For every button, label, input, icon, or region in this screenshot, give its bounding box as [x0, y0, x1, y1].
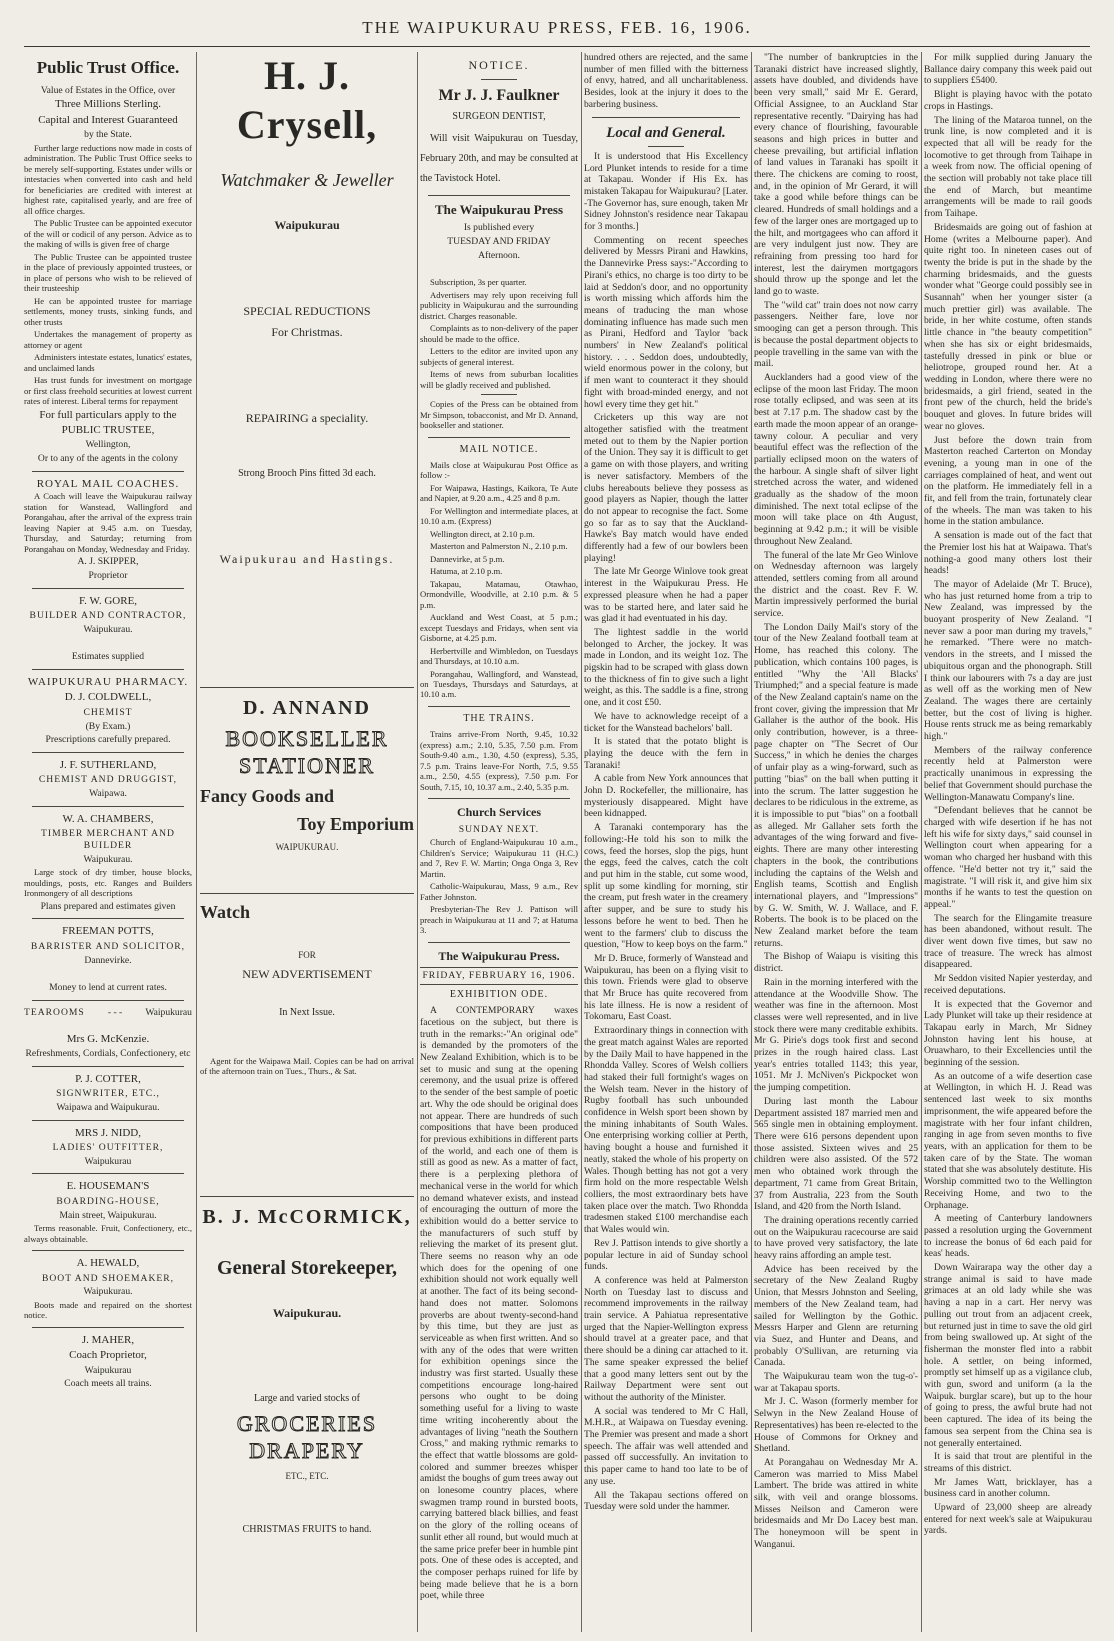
ad-line: F. W. GORE, [78, 594, 138, 607]
watch-ad [200, 902, 414, 1077]
column-rule [751, 52, 752, 1632]
news-item: "The number of bankruptcies in the Taranaki district have increased slightly, assets have doubled, and dividends have been very small," said Mr E. Gerard, Official Assignee, to an Auckland Star representative recently. "Dairying has had every chance of flourishing, favourable seasons and high prices in butter and cheese prevailing, but artificial inflation of land values in Taranaki has spoilt it there. The chickens are coming to roost, and, in the opinion of Mr Gerard, it will take a good while before things can be cleared. Hundreds of small holdings and a few of the larger ones are mortgaged up to the hilt, and mortgagees who can afford it are very indulgent just now. They are refraining from pressing too hard for interest, lest the dairymen mortgagors should throw up the sponge and let the land go to waste. [754, 52, 918, 298]
divider [481, 394, 517, 395]
masthead-rule [24, 46, 1090, 47]
ad-line: Money to lend at current rates. [49, 982, 167, 994]
ad-line: Capital and Interest Guaranteed [38, 113, 178, 126]
news-item: The lining of the Mataroa tunnel, on the trunk line, is now completed and it is expected that all will be ready for the locomotive to get through from Taihape in a week from now. The official opening of the section will probably not take place till the end of March, but meantime arrangements will be made to rail goods from Taihape. [924, 114, 1092, 220]
news-item: Blight is playing havoc with the potato crops in Hastings. [924, 89, 1092, 112]
divider [428, 195, 570, 196]
ad-line: Value of Estates in the Office, over [40, 84, 176, 96]
ad-line: STATIONER [238, 753, 375, 779]
ad-body: Terms reasonable. Fruit, Confectionery, etc., always obtainable. [24, 1223, 192, 1244]
annand-ad [200, 696, 414, 853]
divider [32, 588, 184, 589]
mail-item: Herbertville and Wimbledon, on Tuesdays and Thursdays, at 10.10 a.m. [420, 645, 578, 667]
mail-item: Hatuma, at 2.10 p.m. [430, 566, 503, 577]
masthead: THE WAIPUKURAU PRESS, FEB. 16, 1906. [362, 18, 752, 37]
news-item: Extraordinary things in connection with the great match against Wales are reported by the Daily Mail to have happened in the Rhondda Valley. Scores of Welsh colliers had staked their full fortnight's wages on the Welsh team. Never in the history of Rugby football has such unbounded confidence in Welsh sport been shown by the mining inhabitants of South Wales. One enterprising working collier at Perth, having bought a house and furnished it neatly, staked the whole of his property on Wales. Though betting has not got a very firm hold on the more respectable Welsh colliers, the most extraordinary bets have taken place over the match. Two Rhondda tradesmen staked £100 merchandise each that Wales would win. [584, 1025, 748, 1236]
ad-line: Wellington, [85, 439, 131, 451]
ad-body: Boots made and repaired on the shortest notice. [24, 1299, 192, 1321]
ad-line: Plans prepared and estimates given [40, 900, 176, 912]
press-body: Complaints as to non-delivery of the paper should be made to the office. [420, 323, 578, 344]
column-news-2 [754, 52, 918, 1632]
ad-title: Public Trust Office. [36, 58, 180, 77]
column-rule [417, 52, 418, 1632]
news-item: Advice has been received by the secretary of the New Zealand Rugby Union, that Messrs Johnston and Seeling, members of the New Zealand team, had sailed for Wellington by the Gothic. Messrs Harper and Glenn are returning via Suez, and Hunter and Deans, and probably O'Sullivan, are returning via Canada. [754, 1263, 918, 1369]
divider [428, 942, 570, 943]
ad-line: Main street, Waipukurau. [59, 1209, 157, 1221]
ad-line: For full particulars apply to the [39, 408, 177, 421]
ad-line: Waipukurau [274, 217, 340, 232]
ad-line: Prescriptions carefully prepared. [45, 734, 171, 746]
column-classifieds [24, 52, 192, 1632]
mail-item: Dannevirke, at 5 p.m. [430, 553, 505, 564]
maher-ad [24, 1334, 192, 1390]
news-item: A social was tendered to Mr C Hall, M.H.R., at Waipawa on Tuesday evening. The Premier was present and made a short speech. The affair was well attended and passed off successfully. An invitation to this paper came to hand too late to be of any use. [584, 1405, 748, 1487]
ad-title: WAIPUKURAU PHARMACY. [27, 676, 189, 689]
ad-line: Dannevirke. [84, 954, 132, 966]
ad-line: Waipawa and Waipukurau. [56, 1101, 160, 1113]
divider [200, 687, 414, 688]
ad-line: Refreshments, Cordials, Confectionery, etc [25, 1048, 191, 1060]
faulkner-name: Mr J. J. Faulkner [438, 86, 560, 104]
public-trust-ad [24, 58, 192, 465]
ad-line: Waipukurau [145, 1006, 192, 1018]
hewald-ad [24, 1257, 192, 1321]
news-item: Down Wairarapa way the other day a strange animal is said to have made grimaces at an old lady while she was having a nap in a cart. Her nervy was pulling out trout from an adjacent creek, but returned just in time to save the old girl from being swallowed up. At sight of the fisherman the monster fled into a rabbit hole. A settler, on being informed, promptly set himself up as a vigilance club, with gun, sword and uniform (a la the Waipuk. burglar scare), but up to the hour of going to press, the awful brute had not been captured. The idea of its being the famous sea serpent from the China sea is not generally entertained. [924, 1262, 1092, 1449]
column-notices [420, 52, 578, 1632]
news-item: Members of the railway conference recently held at Palmerston were practically unanimous in expressing the belief that Government should purchase the Wellington-Manawatu Company's line. [924, 744, 1092, 803]
church-title: Church Services [456, 805, 542, 820]
ad-line: SIGNWRITER, ETC., [56, 1088, 160, 1100]
ad-line: SPECIAL REDUCTIONS [243, 304, 371, 319]
news-item: Mr J. C. Wason (formerly member for Selwyn in the New Zealand House of Representatives) has been re-elected to the House of Commons for Orkney and Shetland. [754, 1396, 918, 1455]
news-item: Upward of 23,000 sheep are already entered for next week's sale at Waipukurau yards. [924, 1502, 1092, 1537]
mail-item: Masterton and Palmerston N., 2.10 p.m. [430, 541, 568, 552]
ad-line: CHEMIST AND DRUGGIST, [38, 774, 178, 786]
ad-line: Watchmaker & Jeweller [220, 169, 394, 190]
news-item: A meeting of Canterbury landowners passed a resolution urging the Government to increase the bonus of 6d each paid for keas' heads. [924, 1213, 1092, 1260]
news-item: It is said that trout are plentiful in the streams of this district. [924, 1451, 1092, 1474]
column-rule [581, 52, 582, 1632]
news-item: "Defendant believes that he cannot be charged with wife desertion if he has not left his wife for sixty days," said counsel in Wellington court when appearing for a woman who charged her husband with this offence. "He'd better not try it," said the magistrate. "I will risk it, and give him six months if he wants to test the question on appeal." [924, 805, 1092, 910]
ad-line: J. MAHER, [81, 1333, 135, 1346]
press-line: Afternoon. [478, 249, 520, 261]
mail-item: Takapau, Matamau, Otawhao, Ormondville, Woodville, at 2.10 p.m. & 5 p.m. [420, 578, 578, 610]
news-item: Just before the down train from Masterton reached Carterton on Monday evening, a young man in one of the carriages complained of heat, and went out on the platform. He immediately fell in a fit, and fell from the train, fortunately clear of the wheels. The man was taken to his home in the station ambulance. [924, 434, 1092, 528]
divider [420, 984, 578, 985]
press-body: Letters to the editor are invited upon any subjects of general interest. [420, 346, 578, 367]
cotter-ad [24, 1073, 192, 1114]
tearooms-ad [24, 1007, 192, 1060]
ad-line: Waipukurau. [83, 623, 133, 635]
ad-line: A. J. SKIPPER, [77, 556, 139, 568]
ad-body: A Coach will leave the Waipukurau railway station for Wanstead, Wallingford and Porangahau, after the arrival of the express train leaving Napier at 9.45 a.m. on Tuesday, Thursday, and Saturday; returning from Porangahau on Monday, Wednesday and Friday. [24, 491, 192, 554]
divider [32, 1120, 184, 1121]
press-line: Is published every [463, 222, 535, 234]
faulkner-role: SURGEON DENTIST, [452, 111, 546, 123]
chambers-ad [24, 813, 192, 913]
ad-line: Toy Emporium [297, 813, 414, 834]
church-item: Church of England-Waipukurau 10 a.m., Children's Service; Waipukurau 11 (H.C.) and 7, Rev F. W. Martin; Onga Onga 3, Rev Martin. [420, 837, 578, 879]
ad-line: W. A. CHAMBERS, [62, 812, 154, 825]
ad-line: Coach Proprietor, [69, 1349, 147, 1362]
ad-line: A. HEWALD, [76, 1257, 140, 1270]
news-item: Aucklanders had a good view of the eclipse of the moon last Friday. The moon rose totally eclipsed, and was seen at its best at 7.17 p.m. The shadow cast by the earth made the moon appear of an orange-tawny colour. A peculiar and very beautiful effect was the reflection of the partially eclipsed moon on the waters of the harbour. A single shaft of silver light stretched across the water, and widened gradually as the shadow of the moon diminished. The next total eclipse of the moon will take place on 4th August, beginning at 9.42 p.m.; it will be visible throughout New Zealand. [754, 371, 918, 547]
press-body: Advertisers may rely upon receiving full publicity in Waipukurau and the surrounding district. Charges reasonable. [420, 289, 578, 321]
ad-item: Has trust funds for investment on mortgage or first class freehold securities at lowest current rates of interest. Liberal terms for repayment [24, 375, 192, 407]
ad-line: Waipukurau [84, 1364, 132, 1376]
ad-title: B. J. McCORMICK, [202, 1206, 412, 1229]
divider [200, 893, 414, 894]
news-item: Mr D. Bruce, formerly of Wanstead and Waipukurau, has been on a flying visit to this town. Friends were glad to observe that Mr Bruce has quite recovered from his late illness. He is now a resident of Tokomaru, East Coast. [584, 952, 748, 1023]
news-item: A sensation is made out of the fact that the Premier lost his hat at Waipawa. That's nothing-a good many others lost their heads! [924, 530, 1092, 577]
divider [32, 669, 184, 670]
news-item: Mr James Watt, bricklayer, has a business card in another column. [924, 1476, 1092, 1500]
news-item: The lightest saddle in the world belonged to Archer, the jockey. It was made in London, and its weight 1oz. The pigskin had to be scraped with glass down to the thickness of fin to give such a light weight, as this. The saddle is a fine, strong one, and it cost £50. [584, 626, 748, 709]
ad-line: FOR [298, 949, 316, 960]
notice-title: NOTICE. [468, 58, 530, 72]
ad-line: BOARDING-HOUSE, [56, 1195, 160, 1207]
houseman-ad [24, 1180, 192, 1244]
ad-line: Fancy Goods and [200, 785, 335, 806]
column-news-3 [924, 52, 1092, 1632]
divider [32, 918, 184, 919]
ad-line: ETC., ETC. [285, 1470, 329, 1481]
ad-body: Large stock of dry timber, house blocks, mouldings, posts, etc. Ranges and Builders Ironmongery of all descriptions [24, 867, 192, 899]
news-item: A cable from New York announces that John D. Rockefeller, the millionaire, has mysteriously disappeared. Might have been kidnapped. [584, 773, 748, 820]
press-body: Copies of the Press can be obtained from Mr Simpson, tobacconist, and Mr D. Annand, bookseller and stationer. [420, 399, 578, 431]
ad-line: CHRISTMAS FRUITS to hand. [242, 1523, 372, 1535]
ad-line: Large and varied stocks of [254, 1392, 360, 1404]
ad-line: General Storekeeper, [217, 1256, 397, 1279]
news-item: At Porangahau on Wednesday Mr A. Cameron was married to Miss Mabel Lambert. The bride was attired in white silk, with veil and orange blossoms. Misses Neilson and Cameron were bridesmaids and Mr Do Lacey best man. The honeymoon will be spent in Wanganui. [754, 1456, 918, 1550]
column-rule [921, 52, 922, 1632]
news-item: The funeral of the late Mr Geo Winlove on Wednesday afternoon was largely attended, settlers coming from all around the district and the coast. Rev F. W. Martin impressively performed the burial service. [754, 549, 918, 620]
ad-title: ROYAL MAIL COACHES. [36, 477, 180, 490]
divider [648, 146, 684, 147]
divider [481, 79, 517, 80]
ad-line: Waipukurau. [272, 1306, 342, 1321]
press-body: Subscription, 3s per quarter. [430, 277, 527, 288]
mail-item: Porangahau, Wallingford, and Wanstead, on Tuesdays, Thursdays and Saturdays, at 10.10 a.m. [420, 668, 578, 700]
divider [428, 706, 570, 707]
mail-item: For Wellington and intermediate places, at 10.10 a.m. (Express) [420, 505, 578, 527]
news-item: We have to acknowledge receipt of a ticket for the Wanstead bachelors' ball. [584, 710, 748, 734]
ad-item: Administers intestate estates, lunatics' estates, and unclaimed lands [24, 352, 192, 373]
column-display-ads [200, 52, 414, 1632]
news-item: It is understood that His Excellency Lord Plunket intends to reside for a time at Takapau. Wonder if His Ex. has mistaken Takapau for Waipukurau? [Later. -The Governor has, sure enough, taken Mr Sidney Johnston's residence near Takapau for 3 months.] [584, 150, 748, 233]
news-item: The Waipukurau team won the tug-o'-war at Takapau sports. [754, 1371, 918, 1394]
mail-item: Wellington direct, at 2.10 p.m. [430, 528, 535, 539]
nidd-ad [24, 1127, 192, 1168]
divider [428, 798, 570, 799]
divider [592, 117, 740, 118]
church-item: Presbyterian-The Rev J. Pattison will preach in Waipukurau at 11 and 7; at Hatuma 3. [420, 904, 578, 936]
ad-line: MRS J. NIDD, [74, 1126, 141, 1139]
ad-line: Three Millions Sterling. [54, 98, 161, 111]
news-item: A Taranaki contemporary has the following:-He told his son to milk the cows, feed the horses, slop the pigs, hunt the eggs, feed the calves, catch the colt and put him in the stable, cut some wood, split up some kindling for morning, stir the cream, put fresh water in the creamery after supper, and be sure to study his lessons before he went to bed. Then he went to the farmers' club to discuss the question, "How to keep boys on the farm." [584, 822, 748, 951]
press-line: TUESDAY AND FRIDAY [447, 235, 551, 247]
trains-body: Trains arrive-From North, 9.45, 10.32 (express) a.m.; 2.10, 5.35, 7.50 p.m. From South-9.40 a.m., 1.30, 4.50 (express), 5.35, 7.5 p.m. Trains leave-For North, 7.5, 9.55 a.m., 2.50, 4.55 (express), 7.50 p.m. For South, 7.15, 10, 10.37 a.m., 2.40, 5.35 p.m. [420, 729, 578, 792]
column-rule [196, 52, 197, 1632]
faulkner-body: Will visit Waipukurau on Tuesday, February 20th, and may be consulted at the Tavistock Hotel. [420, 133, 578, 185]
mail-intro: Mails close at Waipukurau Post Office as follow :- [420, 459, 578, 481]
ad-title: D. ANNAND [243, 696, 371, 719]
divider [32, 806, 184, 807]
ad-line: BARRISTER AND SOLICITOR, [30, 940, 186, 952]
ad-item: The Public Trustee can be appointed trustee in the place of previously appointed trustees, or in place of persons who wish to be relieved of their trusteeship [24, 251, 192, 294]
ad-title: Watch [200, 901, 251, 922]
ad-line: Mrs G. McKenzie. [66, 1032, 150, 1045]
church-sub: SUNDAY NEXT. [458, 823, 540, 835]
ad-item: The Public Trustee can be appointed executor of the will or codicil of any person. Advice as to the making of wills is given free of charge [24, 218, 192, 250]
news-item: A conference was held at Palmerston North on Tuesday last to discuss and recommend improvements in the railway train service. A Pahiatua representative urged that the Napier-Wellington express should travel at a greater pace, and that there should be a dining car attached to it. The same speaker expressed the belief that a good many letters sent out by the Railway Department were sent out without the authority of the Minister. [584, 1274, 748, 1403]
news-item: Cricketers up this way are not altogether satisfied with the treatment meted out to them by the Napier portion of the Union. They say it is difficult to get a game on with those players, and writing is never satisfactory. Members of the clubs hereabouts believe they possess as good players as Napier, though the latter do not appear to recognise the fact. Some go so far as to say that the Auckland-Hawke's Bay match would have ended differently had a few of our bowlers been playing! [584, 412, 748, 564]
gore-ad [24, 595, 192, 664]
ad-line: (By Exam.) [85, 720, 131, 732]
ad-line: DRAPERY [249, 1437, 365, 1463]
mccormick-ad [200, 1205, 414, 1535]
ad-item: He can be appointed trustee for marriage settlements, money trusts, sinking funds, and other trusts [24, 295, 192, 327]
divider [32, 1066, 184, 1067]
news-item: The late Mr George Winlove took great interest in the Waipukurau Press. He expressed pleasure when he had a paper was to be started here, and later said he was glad it had eventuated in his day. [584, 566, 748, 625]
press-title: The Waipukurau Press [434, 202, 564, 218]
ad-line: Waipukurau. [83, 853, 133, 865]
ad-line: Strong Brooch Pins fitted 3d each. [238, 468, 376, 480]
news-item: The search for the Elingamite treasure has been abandoned, without result. The diver went down five times, but saw no trace of treasure. The wreck has almost disappeared. [924, 912, 1092, 971]
ad-body: Further large reductions now made in costs of administration. The Public Trust Office seeks to be merely self-supporting. Estates under wills or intestacies when converted into cash and held for beneficiaries are credited with interest at highest rate, capitalised yearly, and are free of all office charges. [24, 142, 192, 216]
ad-line: TEAROOMS [24, 1006, 85, 1018]
news-item: The "wild cat" train does not now carry passengers. Neither fare, love nor smooging can get a person through. This is because the postal department objects to people travelling in the same van with the mail. [754, 299, 918, 370]
divider [32, 1327, 184, 1328]
ad-line: Waipukurau and Hastings. [219, 552, 395, 567]
news-item: Bridesmaids are going out of fashion at Home (writes a Melbourne paper). And quite right too. In nineteen cases out of twenty the bride is put in the shade by the charming bridesmaids, and the guests wonder what "George could possibly see in Susannah" when her younger sister (a much prettier girl) was available. The bride, in her white costume, often stands little chance in "the beauty competition" when she has six or eight bridesmaids, tastefully dressed in pink or blue or heliotrope, grouped round her. At a wedding in London, where there were no bridesmaids, a girl friend, seated in the front pew of the church, held the bride's bouquet and gloves. In future brides will wear no gloves. [924, 221, 1092, 432]
ad-line: Proprietor [88, 569, 128, 581]
ad-line: LADIES' OUTFITTER, [52, 1141, 164, 1153]
news-item: Mr Seddon visited Napier yesterday, and received deputations. [924, 973, 1092, 996]
news-item: It is expected that the Governor and Lady Plunket will take up their residence at Takapau early in March, Mr Sidney Johnston having lent his house, at Oruawharo, to their Excellencies until the beginning of the session. [924, 998, 1092, 1069]
news-item: All the Takapau sections offered on Tuesday were sold under the hammer. [584, 1489, 748, 1513]
ad-dashes: - - - [107, 1006, 123, 1018]
news-item: It is stated that the potato blight is playing the deuce with the fern in Taranaki! [584, 736, 748, 771]
ad-line: D. J. COLDWELL, [64, 691, 152, 704]
ad-line: In Next Issue. [279, 1007, 335, 1019]
news-item: The draining operations recently carried out on the Waipukurau racecourse are said to have proved very satisfactory, the late heavy rains affording an ample test. [754, 1214, 918, 1262]
ode-continued: hundred others are rejected, and the same number of men filled with the bitterness of envy, hatred, and all uncharitableness. Besides, look at the injury it does to the barbering business. [584, 52, 748, 110]
divider [32, 471, 184, 472]
ad-line: Or to any of the agents in the colony [37, 453, 179, 465]
press-date: FRIDAY, FEBRUARY 16, 1906. [422, 970, 576, 982]
ad-line: BUILDER AND CONTRACTOR, [29, 609, 187, 621]
news-item: Rain in the morning interfered with the attendance at the Woodville Show. The weather was fine in the afternoon. Most classes were well represented, and in live stock there were many creditable exhibits. Mr G. Pirie's dogs took first and second prizes in the rough haired class. Last year's entries totalled 1143; this year, 1051. Mr J. McNiven's Pickpocket won the jumping competition. [754, 976, 918, 1094]
ad-line: WAIPUKURAU. [275, 841, 339, 852]
ad-line: FREEMAN POTTS, [62, 925, 154, 938]
ad-item: Undertakes the management of property as attorney or agent [24, 329, 192, 350]
ad-line: Coach meets all trains. [64, 1378, 152, 1390]
ad-title: H. J. Crysell, [236, 53, 378, 147]
press-body: Items of news from suburban localities will be gladly received and published. [420, 369, 578, 390]
ad-line: E. HOUSEMAN'S [66, 1180, 150, 1193]
ad-line: J. F. SUTHERLAND, [59, 758, 157, 771]
divider [420, 967, 578, 968]
church-item: Catholic-Waipukurau, Mass, 9 a.m., Rev Father Johnston. [420, 881, 578, 902]
ad-line: BOOT AND SHOEMAKER, [41, 1272, 175, 1284]
trains-title: THE TRAINS. [463, 712, 535, 724]
news-item: The mayor of Adelaide (Mr T. Bruce), who has just returned home from a trip to New Zealand, was impressed by the buoyant prosperity of New Zealand. "I never saw a poor man during my travels," he remarked. "There were no match-vendors in the streets, and I missed the ubiquitous organ and the phonograph. Still I think our labourers with 7s a day are just as well off as the working men of New Zealand. The wages there are certainly better, but the cost of living is higher. House rents struck me as being remarkably high." [924, 578, 1092, 743]
news-item: As an outcome of a wife desertion case at Wellington, in which H. J. Read was sentenced last week to six months imprisonment, the wife appeared before the magistrate with her four infant children, ranging in age from seven months to five years, with an application for them to be taken care of by the State. The woman stated that she was absolutely destitute. His Worship committed two to the Wellington Receiving Home, and two to the Orphanage. [924, 1070, 1092, 1211]
ad-line: BOOKSELLER [225, 726, 389, 752]
ad-line: For Christmas. [271, 324, 343, 339]
ad-body: Agent for the Waipawa Mail. Copies can be had on arrival of the afternoon train on Tues., Thurs., & Sat. [200, 1055, 414, 1076]
divider [32, 1250, 184, 1251]
divider [200, 1196, 414, 1197]
section-heading: Local and General. [606, 124, 726, 141]
ad-line: GROCERIES [236, 1411, 378, 1437]
divider [32, 1173, 184, 1174]
ad-line: CHEMIST [83, 706, 133, 718]
mail-coaches-ad [24, 478, 192, 582]
news-item: Commenting on recent speeches delivered by Messrs Pirani and Hawkins, the Dannevirke Press says:-"According to Pirani's ethics, no charge is too dirty to be laid at Seddon's door, and no opportunity is worth missing which affords him the means of traducing the man whose dominating influence has made such men as Pirani, Hedford and Taylor 'back numbers' in New Zealand's political history. . . . Seddon does, undoubtedly, wield enormous power in the colony, but if men want to counteract it they should fight with broad-minded energy, and not howl every time they get hit." [584, 234, 748, 410]
ode-title: EXHIBITION ODE. [449, 989, 549, 1001]
news-item: The Bishop of Waiapu is visiting this district. [754, 951, 918, 975]
press-dated-title: The Waipukurau Press. [438, 948, 560, 963]
divider [428, 437, 570, 438]
ad-line: Waipukurau. [83, 1286, 133, 1298]
ad-line: PUBLIC TRUSTEE, [61, 423, 155, 436]
news-item: Rev J. Pattison intends to give shortly a popular lecture in aid of Sunday school funds. [584, 1237, 748, 1273]
sutherland-ad [24, 759, 192, 800]
news-item: For milk supplied during January the Ballance dairy company this week paid out to suppliers £5400. [924, 52, 1092, 87]
ad-line: TIMBER MERCHANT AND BUILDER [41, 828, 175, 851]
mail-title: MAIL NOTICE. [459, 443, 539, 455]
potts-ad [24, 925, 192, 994]
ad-line: Waipukurau [84, 1155, 132, 1167]
mail-item: For Waipawa, Hastings, Kaikora, Te Aute and Napier, at 9.20 a.m., 4.25 and 8 p.m. [420, 482, 578, 504]
ad-line: NEW ADVERTISEMENT [242, 966, 372, 981]
ad-line: Waipawa. [89, 788, 127, 800]
pharmacy-ad [24, 676, 192, 746]
ad-line: by the State. [84, 129, 132, 141]
crysell-ad [200, 52, 414, 567]
column-local-news [584, 52, 748, 1632]
ode-body: A CONTEMPORARY waxes facetious on the subject, but there is truth in the remarks:-"An original ode" is demanded by the promoters of the New Zealand Exhibition, which is to be set to music and sung at the opening ceremony, and the usual prize is offered to the sender of the best sample of poetic art. Why the ode should be original does not appear. There are hundreds of such compositions that have been produced for previous exhibitions in different parts of the world, and each one of them is still as good as new. As a matter of fact, there is a perplexing plethora of mechanical verse in the world for which no demand whatever exists, and instead of encouraging the outturn of more the exhibition would do a better service to the manufacturers of such stuff by relieving the market of its present glut. There seems no reason why an ode which does for the opening of one exhibition should not work equally well at another. The fact of its being second-hand does not matter. Solomons proverbs are about twenty-second-hand by this time, but they are just as serviceable as when first written. And so with any of the odes that were written for exhibition openings since the industry was first started. Usually these competitions encourage long-haired persons who ought to be doing something useful for a living to waste time writing incoherently about the advantages of living "neath the Southern Cross," and making rythmic remarks to the effect that wattle blossoms are gold-colored and summer breezes whisper amidst the boughs of gum trees away out on lonesome country places, where swagmen tramp round in bursted boots, carrying battered black billies, and feast on the glory of the rolling oceans of sunlit ether all round, but would much at the same price prefer beer in humble pint pots. One of these odes is accepted, and the composer perhaps ruined for life by being made believe that he is a born poet, while three [420, 1005, 578, 1602]
ad-line: P. J. COTTER, [75, 1072, 141, 1085]
ad-line: REPAIRING a speciality. [245, 411, 369, 426]
news-item: The London Daily Mail's story of the tour of the New Zealand football team at Home, has reached this colony. The publication, which contains 100 pages, is entitled "Why the 'All Blacks' Triumphed;" and a special feature is made of the New Zealand captain's name on the front cover, giving the impression that Mr Gallaher is the author of the book. His only contribution, however, is a three-page chapter on "The Secret of Our Success," in which he denies the charges of unfair play as a wing-forward, such as putting "bias" on the ball when putting it into the scrum. The latter suggestion he declares to be ridiculous in the extreme, as it is impossible to put "bias" on a football as alleged. Mr Gallaher sets forth the advantages of the wing forward and five-eights. There are many other interesting chapters in the book, the contributions including the captains of the Welsh and English teams, Scottish and English international players, and "Impressions" by G. W. Smith, W. J. Wallace, and F. Roberts. The book is to be placed on the New Zealand market before the team returns. [754, 621, 918, 949]
mail-item: Auckland and West Coast, at 5 p.m.; except Tuesdays and Fridays, when sent via Gisborne, at 4.25 p.m. [420, 612, 578, 644]
divider [32, 752, 184, 753]
news-item: During last month the Labour Department assisted 187 married men and 565 single men in obtaining employment. There were 616 persons dependent upon those assisted. Sixteen wives and 25 children were also assisted. Of the 572 men who obtained work through the department, 71 came from Great Britain, 37 from Australia, 223 from the South Island, and 420 from the North Island. [754, 1095, 918, 1213]
divider [32, 1000, 184, 1001]
ad-line: Estimates supplied [71, 651, 145, 663]
